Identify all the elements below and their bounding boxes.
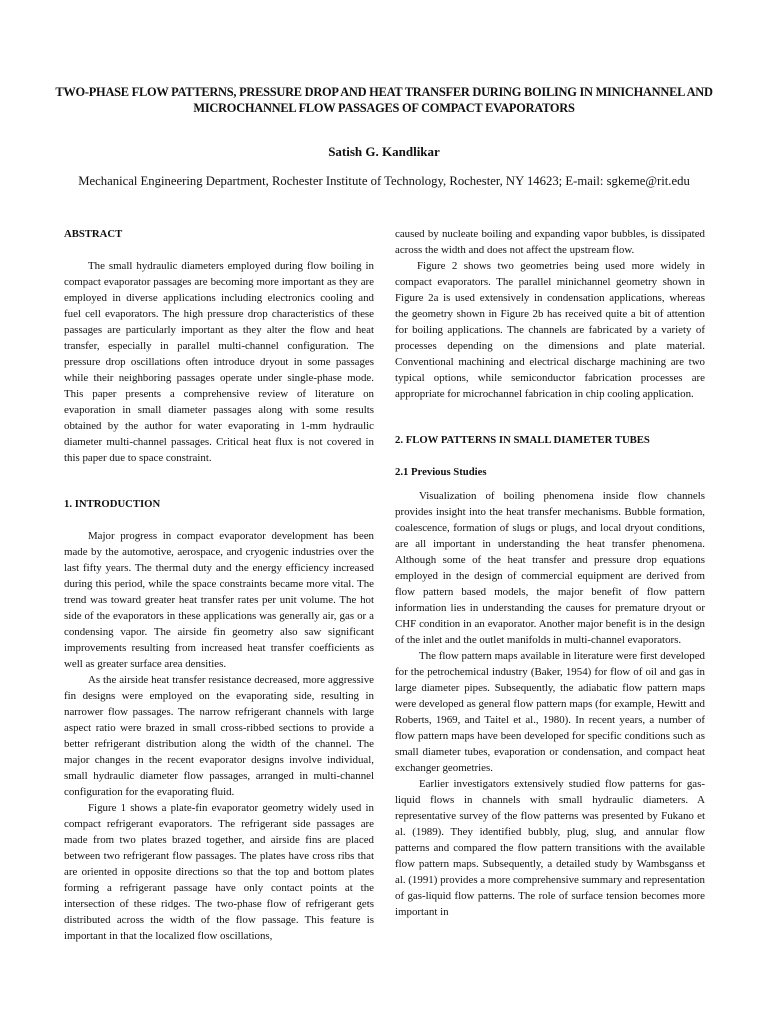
subsection-heading: 2.1 Previous Studies bbox=[395, 466, 487, 478]
author-name: Satish G. Kandlikar bbox=[328, 144, 440, 159]
continuation-paragraph: caused by nucleate boiling and expanding vapor bubbles, is dissipated across the width and does not affect the upstream flow. bbox=[395, 228, 705, 256]
right-column bbox=[395, 226, 705, 920]
left-column bbox=[64, 226, 374, 944]
intro-paragraph: Figure 1 shows a plate-fin evaporator geometry widely used in compact refrigerant evaporators. The refrigerant side passages are made from two plates brazed together, and airside fins are placed between two refrigerant flow passages. The plates have cross ribs that are oriented in opposite directions so that the top and bottom plates forming a refrigerant passage have only contact points at the intersection of these ridges. The two-phase flow of refrigerant gets distributed across the width of the flow passage. This feature is important in that the localized flow oscillations, bbox=[64, 802, 374, 942]
introduction-heading: 1. INTRODUCTION bbox=[64, 498, 161, 510]
intro-paragraph: As the airside heat transfer resistance decreased, more aggressive fin designs were employed on the evaporating side, resulting in narrower flow passages. The narrow refrigerant channels with large aspect ratio were brazed in small cross-ribbed sections to provide a better refrigerant distribution along the width of the channel. The major changes in the recent evaporator designs involve individual, small hydraulic diameter flow passages, arranged in multi-channel configuration for the evaporating fluid. bbox=[64, 674, 374, 798]
section2-paragraph: The flow pattern maps available in literature were first developed for the petrochemical industry (Baker, 1954) for flow of oil and gas in large diameter pipes. Subsequently, the adiabatic flow pattern maps were developed as general flow pattern maps (for example, Hewitt and Roberts, 1969, and Taitel et al., 1980). In recent years, a number of flow pattern maps have been developed for specific conditions such as small diameter tubes, evaporation or condensation, and compact heat exchanger geometries. bbox=[395, 650, 705, 774]
abstract-heading: ABSTRACT bbox=[64, 228, 123, 240]
intro-paragraph: Major progress in compact evaporator development has been made by the automotive, aerospace, and cryogenic industries over the last fifty years. The thermal duty and the energy efficiency increased during this period, while the space constraints became more vital. The trend was toward greater heat transfer rates per unit volume. The hot side of the evaporators in these applications was generally air, gas or a condensing vapor. The airside fin geometry also saw significant improvements resulting from increased heat transfer coefficients as well as greater surface area densities. bbox=[64, 530, 374, 670]
author-affiliation: Mechanical Engineering Department, Rochester Institute of Technology, Rochester, NY 14623; E-mail: sgkeme@rit.edu bbox=[78, 174, 690, 188]
section2-paragraph: Visualization of boiling phenomena inside flow channels provides insight into the heat transfer mechanisms. Bubble formation, coalescence, formation of slugs or plugs, and local dryout conditions, are all important in understanding the heat transfer phenomena. Although some of the heat transfer and pressure drop equations employed in the design of commercial equipment are derived from flow pattern based models, the major benefit of flow pattern information lies in understanding the causes for premature dryout or CHF condition in an evaporator. Another major benefit is in the design of the inlet and the outlet manifolds in multi-channel evaporators. bbox=[395, 490, 705, 646]
section2-paragraph: Earlier investigators extensively studied flow patterns for gas-liquid flows in channels with small hydraulic diameters. A representative survey of the flow patterns was presented by Fukano et al. (1989). They identified bubbly, plug, slug, and annular flow patterns and compared the flow pattern transitions with the available flow pattern maps. Subsequently, a detailed study by Wambsganss et al. (1991) provides a more comprehensive summary and representation of gas-liquid flow patterns. The role of surface tension becomes more important in bbox=[395, 778, 705, 918]
figure2-paragraph: Figure 2 shows two geometries being used more widely in compact evaporators. The parallel minichannel geometry shown in Figure 2a is used extensively in condensation applications, whereas the geometry shown in Figure 2b has received quite a bit of attention for boiling applications. The channels are fabricated by a variety of processes depending on the dimensions and plate material. Conventional machining and electrical discharge machining are two typical options, while semiconductor fabrication processes are appropriate for microchannel fabrication in chip cooling application. bbox=[395, 260, 705, 400]
abstract-text: The small hydraulic diameters employed during flow boiling in compact evaporator passages are becoming more important as they are employed in diverse applications including electronics cooling and fuel cell evaporators. The high pressure drop characteristics of these passages are particularly important as they alter the flow and heat transfer, especially in parallel multi-channel configuration. The pressure drop oscillations often introduce dryout in some passages while their neighboring passages operate under single-phase mode. This paper presents a comprehensive review of literature on evaporation in small diameter passages along with some results obtained by the author for water evaporating in 1-mm hydraulic diameter multi-channel passages. Critical heat flux is not covered in this paper due to space constraint. bbox=[64, 260, 374, 464]
paper-title: TWO-PHASE FLOW PATTERNS, PRESSURE DROP AND HEAT TRANSFER DURING BOILING IN MINICHANNEL AND MICROCHANNEL FLOW PASSAGES OF COMPACT EVAPORATORS bbox=[55, 85, 713, 115]
section2-heading: 2. FLOW PATTERNS IN SMALL DIAMETER TUBES bbox=[395, 434, 650, 446]
